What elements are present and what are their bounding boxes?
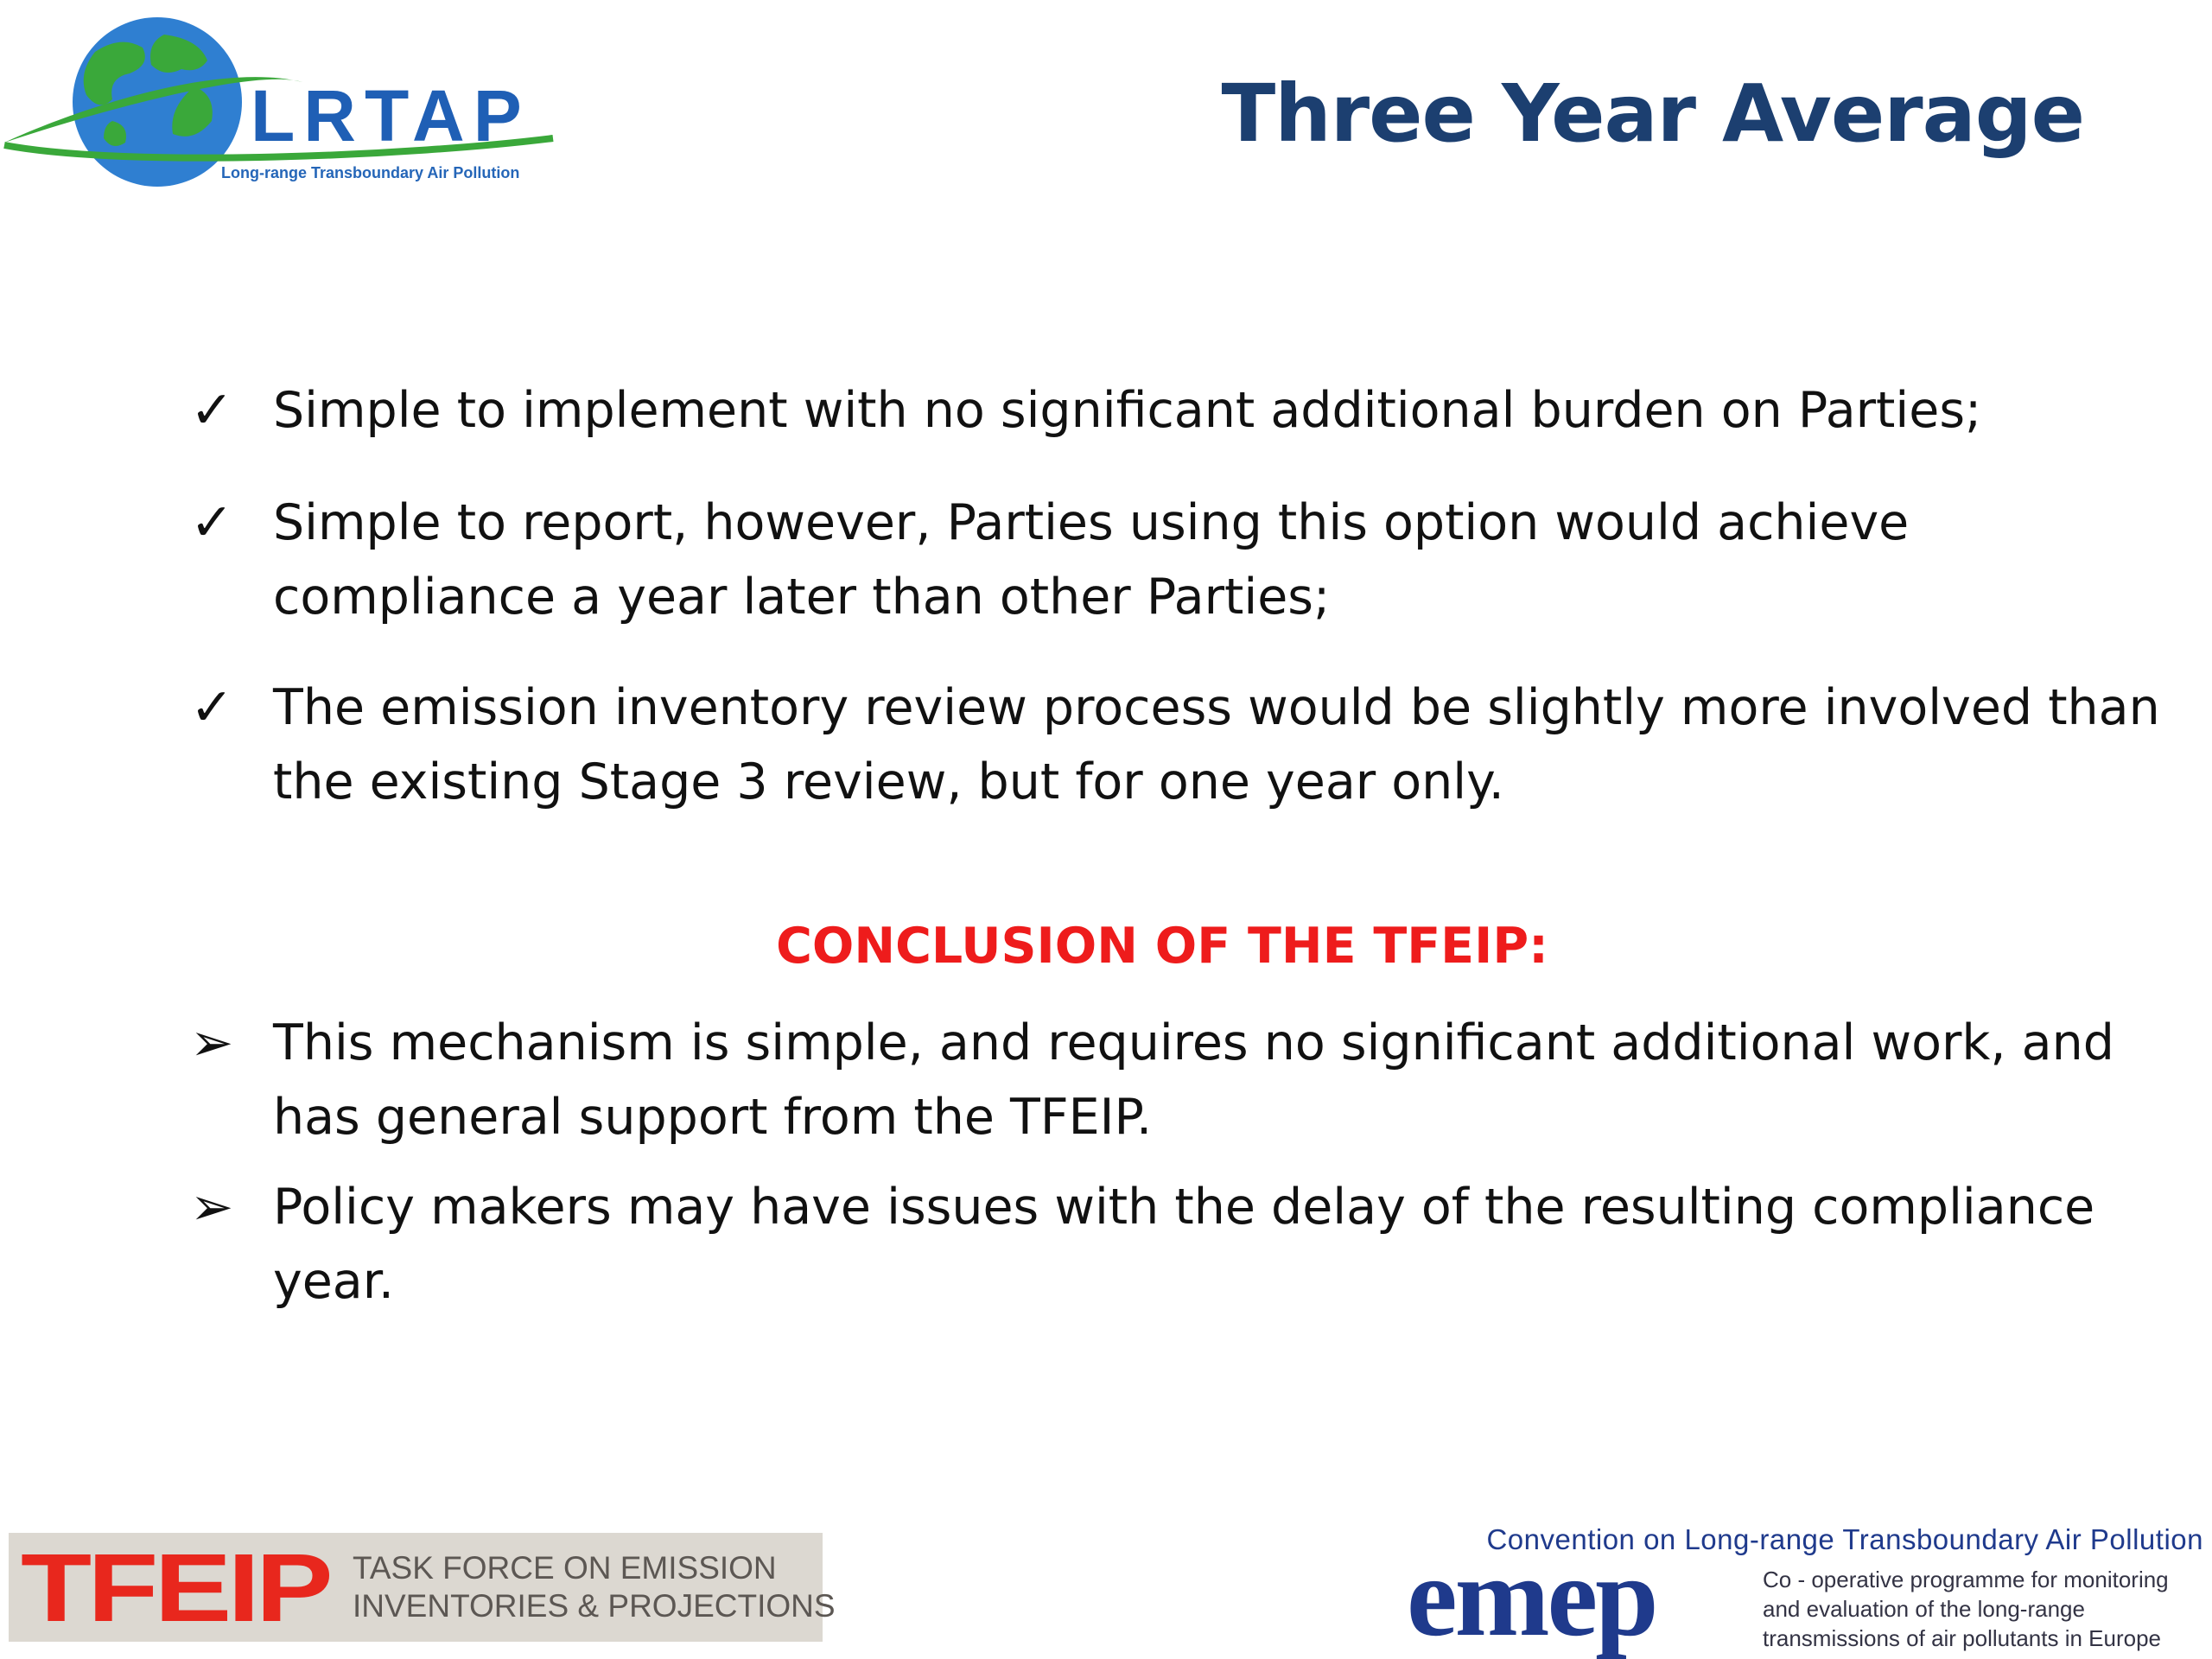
bullet-text: Policy makers may have issues with the delay of the resulting compliance year. (273, 1179, 2095, 1310)
arrow-bullet (190, 1006, 2177, 1154)
check-bullet (190, 373, 2177, 448)
tfeip-subtitle-line1: TASK FORCE ON EMISSION (353, 1550, 777, 1586)
tfeip-logo (9, 1533, 836, 1642)
emep-wordmark: emep (1407, 1533, 1656, 1659)
tfeip-letters: TFEIP (21, 1534, 329, 1642)
tfeip-subtitle-line2: INVENTORIES & PROJECTIONS (353, 1588, 836, 1624)
arrow-icon: ➢ (190, 1013, 234, 1073)
check-bullet (190, 671, 2177, 819)
emep-description-line1: Co - operative programme for monitoring (1763, 1567, 2169, 1592)
bullet-text: Simple to report, however, Parties using this option would achieve compliance a year later than other Parties; (273, 494, 1910, 626)
emep-description-line2: and evaluation of the long-range (1763, 1596, 2085, 1622)
lrtap-tagline: Long-range Transboundary Air Pollution (221, 164, 520, 181)
checkmark-icon: ✓ (190, 493, 234, 553)
bullet-text: The emission inventory review process would be slightly more involved than the existing Stage 3 review, but for one year only. (273, 679, 2160, 810)
emep-convention-text: Convention on Long-range Transboundary Air Pollution (1486, 1523, 2203, 1555)
check-bullet (190, 486, 2177, 634)
bullet-text: This mechanism is simple, and requires no significant additional work, and has general support from the TFEIP. (273, 1014, 2114, 1146)
checkmark-icon: ✓ (190, 380, 234, 441)
lrtap-wordmark: LRTAP (251, 75, 531, 156)
arrow-icon: ➢ (190, 1177, 234, 1237)
emep-description-line3: transmissions of air pollutants in Europe (1763, 1625, 2162, 1651)
lrtap-logo (0, 9, 570, 190)
conclusion-heading: CONCLUSION OF THE TFEIP: (776, 918, 1548, 975)
bullet-text: Simple to implement with no significant additional burden on Parties; (273, 382, 1982, 439)
checkmark-icon: ✓ (190, 677, 234, 738)
slide-title: Three Year Average (1221, 67, 2084, 160)
arrow-bullet (190, 1170, 2177, 1319)
